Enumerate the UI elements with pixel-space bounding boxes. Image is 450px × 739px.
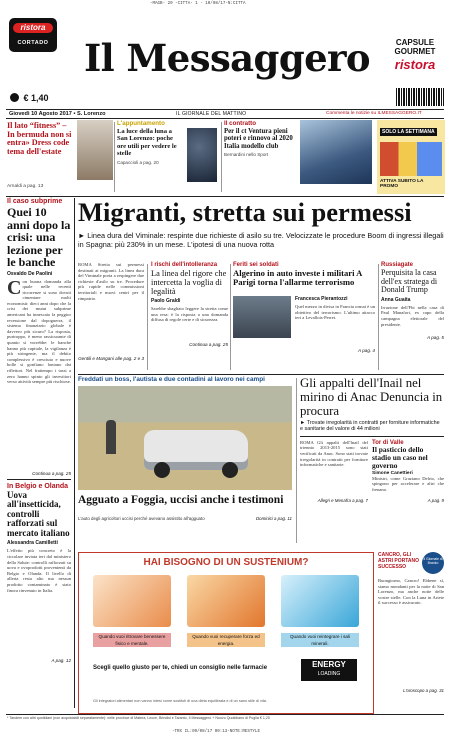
eggs-body: L'effetto più concreto è la circolare inviata ieri dal ministero della Salute: controlli rafforzati su uova e ovoprodotti provenienti da Belgio e Olanda. Il livello di allerta resta alto ma nessun prodotto contaminato è stato finora rinvenuto in Italia.: [7, 548, 71, 593]
capsule-line1: CAPSULE: [395, 38, 435, 47]
cancro-page: L'oroscopo a pag. 31: [403, 688, 444, 693]
ad-product-3: [281, 575, 359, 627]
capsule-line2: GOURMET: [394, 47, 436, 56]
teaser-ventura-text: Per il ct Ventura pieni poteri e rinnovo al 2020 Italia modello club: [224, 128, 293, 150]
parigi-title: Algerino in auto investe i militari A Parigi torna l'allarme terrorismo: [233, 268, 362, 288]
teaser-fashion-photo: [77, 120, 113, 180]
foggia-headline: Agguato a Foggia, uccisi anche i testimoni: [78, 494, 284, 506]
main-article: [78, 262, 144, 372]
subprime-headline[interactable]: Quei 10 anni dopo la crisi: una lezione per le banche: [7, 205, 71, 269]
cancro-horoscope[interactable]: [378, 552, 444, 712]
eggs-kicker: In Belgio e Olanda: [7, 482, 69, 490]
promo-products: [380, 142, 442, 176]
tor-title: Il pasticcio dello stadio un caso nel governo: [372, 444, 428, 470]
subprime-byline: Osvaldo De Paolini: [7, 270, 53, 277]
parigi-kicker: Feriti sei soldati: [233, 262, 279, 268]
teaser-ventura[interactable]: [224, 120, 374, 196]
teaser-fashion-byline: Arnaldi a pag. 13: [7, 184, 44, 189]
foggia-photo: [78, 386, 292, 490]
inail-deck: ► Trovate irregolarità in contratti per forniture informatiche e sanitarie del valore di 44 milioni: [300, 420, 440, 433]
ad-tagline: Scegli quello giusto per te, chiedi un consiglio nelle farmacie: [93, 665, 268, 671]
print-code-top: -MAGB- 20 -CITTA- 1 - 10/08/17-N:CITTA: [150, 2, 246, 6]
story-parigi[interactable]: [233, 262, 375, 372]
eggs-byline: Alessandra Camilletti: [7, 540, 58, 547]
parigi-page: A pag. 4: [358, 348, 375, 353]
dropcap: C: [7, 278, 22, 299]
main-deck: ► Linea dura del Viminale: respinte due richieste di asilo su tre. Velocizzate le procedure Boom di ingressi illegali in Spagna: più 230% in un mese. L'ipotesi di una nuova rotta: [78, 231, 444, 249]
ristora-cortado-ad[interactable]: [9, 18, 57, 52]
ad-caption-2: Quando vuoi recuperare forza ed energia.: [187, 633, 265, 647]
intolleranza-title: La linea del rigore che intercetta la voglia di legalità: [151, 269, 227, 296]
eggs-headline[interactable]: Uova all'insetticida, controlli rafforzati sul mercato italiano: [7, 489, 70, 538]
tor-page: A pag. 9: [427, 497, 444, 503]
main-body: ROMA Stretta sui permessi destinati ai migranti. La linea dura del Viminale porta a respingere due richieste d'asilo su tre. Procedure più rapide nelle commissioni territoriali e nuovi centri per il rimpatrio.: [78, 262, 144, 301]
ad-caption-3: Quando vuoi reintegrare i sali minerali.: [281, 633, 359, 647]
car-wheel-1: [154, 462, 170, 478]
person-shape: [106, 420, 116, 454]
subprime-body: Con buona domanda alla quale nelle recenti ricorrenze si sono dovuti cimentare molti economisti: dieci anni dopo che la crisi dei mutui subprime americani ha innescato la peggior recessione dal dopoguerra, il sistema finanziario globale è davvero più sicuro? La risposta, purtroppo, è meno rassicurante di quanto si vorrebbe: le banche hanno più capitale, la vigilanza è più stringente, ma il debito complessivo è cresciuto e nuove bolle si gonfiano lontano dai riflettori. Nel frattempo i tassi a zero hanno spinto gli investitori verso attività sempre più rischiose.: [7, 278, 71, 385]
inail-body: ROMA Gli appalti dell'Inail del triennio 2013-2015 sono stati verificati da Anac. Sono stati trovate irregolarità in contratti per forniture informatiche e sanitarie.: [300, 439, 368, 468]
teaser-moon-photo: [187, 128, 217, 182]
mid-rule: [78, 374, 444, 375]
subprime-continue[interactable]: Continua a pag. 25: [32, 470, 71, 476]
intolleranza-kicker: I rischi dell'intolleranza: [151, 262, 218, 268]
teaser-ventura-kicker: Il contratto: [224, 120, 256, 127]
barcode: [396, 88, 444, 106]
car-wheel-2: [222, 462, 238, 478]
capsule-gourmet-ad[interactable]: [386, 38, 444, 84]
teaser-fashion-text: Il lato “fitness” – In bermuda non si entra» Dress code tema dell'estate: [7, 121, 72, 156]
left-column: [7, 198, 71, 713]
price-label: [10, 89, 48, 107]
foggia-byline: Dominici a pag. 11: [255, 516, 292, 521]
ad-title: HAI BISOGNO DI UN SUSTENIUM?: [143, 557, 309, 568]
dateline-rule-top: [6, 109, 444, 110]
tor-kicker: Tor di Valle: [372, 439, 404, 446]
eggs-page[interactable]: A pag. 12: [51, 658, 71, 664]
price: € 1,40: [23, 92, 49, 103]
promo-tag: SOLO LA SETTIMANA: [382, 129, 435, 135]
teaser-moon[interactable]: [117, 120, 217, 196]
tor-di-valle[interactable]: [372, 440, 444, 503]
subprime-kicker: Il caso subprime: [7, 198, 63, 205]
story-russiagate[interactable]: [381, 262, 444, 372]
teaser-ventura-photo: [300, 120, 372, 184]
cancro-body: Buongiorno, Cancro! Ebbene sì, siamo mondanti per la notte di San Lorenzo, ma anche notte delle vostre stelle. Con la Luna in Ariete il successo è assicurato.: [378, 578, 444, 606]
teaser-moon-byline: Capaccioli a pag. 20: [117, 159, 159, 165]
foggia-kicker: Freddati un boss, l'autista e due contadini al lavoro nei campi: [78, 376, 265, 383]
main-byline[interactable]: Gentili e Mangani alle pag. 2 e 3: [78, 356, 144, 361]
cortado-label: CORTADO: [17, 40, 49, 46]
russiagate-body: Irruzione dell'Fbi nella casa di Paul Manafort, ex capo della campagna elettorale del presidente.: [381, 304, 444, 327]
teaser-moon-text: La luce della luna a San Lorenzo: poche ore utili per vedere le stelle: [117, 128, 177, 158]
ad-product-2: [187, 575, 265, 627]
foggia-story[interactable]: [78, 376, 292, 546]
energy-logo-sub: LOADING: [317, 671, 341, 677]
dateline-rule-bottom: [6, 118, 444, 119]
russiagate-title: Perquisita la casa dell'ex stratega di Donald Trump: [381, 268, 438, 295]
tor-byline: Simone Canettieri: [372, 470, 413, 476]
story-intolleranza[interactable]: [151, 262, 228, 372]
intolleranza-body: Sarebbe sbagliato leggere la stretta come una resa: è la risposta a una domanda diffusa di regole certe e di sicurezza.: [151, 306, 228, 323]
parigi-photo: [233, 296, 291, 338]
ad-caption-1: Quando vuoi ritrovare benessere fisico e mentale.: [93, 633, 171, 647]
dateline-center: IL GIORNALE DEL MATTINO: [176, 111, 247, 117]
energy-loading-logo: [301, 659, 357, 681]
russiagate-byline: Anna Guaita: [381, 296, 411, 303]
inail-headline: Gli appalti dell'Inail nel mirino di Anac Denuncia in procura: [300, 376, 443, 418]
masthead[interactable]: Il Messaggero: [83, 36, 371, 80]
ad-product-1: [93, 575, 171, 627]
ad-fineprint: Gli integratori alimentari non vanno intesi come sostituti di una dieta equilibrata e di un sano stile di vita.: [93, 699, 267, 703]
footer-fineprint: * Tandem con altri quotidiani (non acquistabili separatamente): nelle province di Matera, Lecce, Brindisi e Taranto, Il Messaggero + Nuovo Quotidiano di Puglia € 1,20: [7, 716, 270, 720]
parigi-body: Quel mezzo in divisa in Francia ormai è un obiettivo del terrorismo. L'ultimo attacco ieri a Levallois-Perret.: [295, 304, 375, 321]
footer-rule: [6, 714, 444, 715]
teaser-promo[interactable]: [377, 120, 445, 194]
capsule-brand: ristora: [394, 57, 436, 72]
edition-badge: [10, 93, 19, 102]
sustenium-ad[interactable]: [78, 552, 374, 714]
promo-caption: ATTIVA SUBITO LA PROMO: [380, 179, 424, 189]
print-code-bottom: -TRX IL:09/08/17 00:13-NOTE:RESTYLE: [172, 730, 260, 734]
branko-badge: [422, 552, 444, 574]
energy-logo-text: ENERGY: [312, 660, 346, 669]
cancro-kicker: CANCRO, GLI ASTRI PORTANO SUCCESSO: [378, 552, 420, 570]
inail-story[interactable]: [300, 376, 444, 546]
dateline-web[interactable]: Commenta le notizie su ILMESSAGGERO.IT: [326, 111, 422, 116]
russiagate-page: A pag. 5: [427, 334, 444, 340]
teaser-fashion[interactable]: [7, 120, 113, 196]
ristora-logo: ristora: [13, 23, 53, 33]
branko-label: Il Giornale di Branko: [423, 557, 443, 566]
intolleranza-byline: Paolo Graldi: [151, 298, 181, 304]
parigi-byline: Francesca Pierantozzi: [295, 296, 348, 302]
tor-body: Ministri, come Graziano Delrio, che spingono per accelerare e altri che frenano.: [372, 475, 444, 492]
teaser-ventura-byline: Bernardini nello Sport: [224, 152, 269, 158]
dateline-date: Giovedì 10 Agosto 2017 • S. Lorenzo: [9, 111, 106, 117]
russiagate-kicker: Russiagate: [381, 262, 414, 268]
teaser-moon-kicker: L'appuntamento: [117, 120, 165, 127]
intolleranza-cont: Continua a pag. 25: [189, 342, 228, 347]
main-headline[interactable]: Migranti, stretta sui permessi: [78, 197, 412, 227]
inail-byline: Allegri e Menafra a pag. 7: [317, 497, 368, 503]
foggia-caption: L'auto degli agricoltori uccisi perché avevano assistito all'agguato: [78, 516, 205, 521]
